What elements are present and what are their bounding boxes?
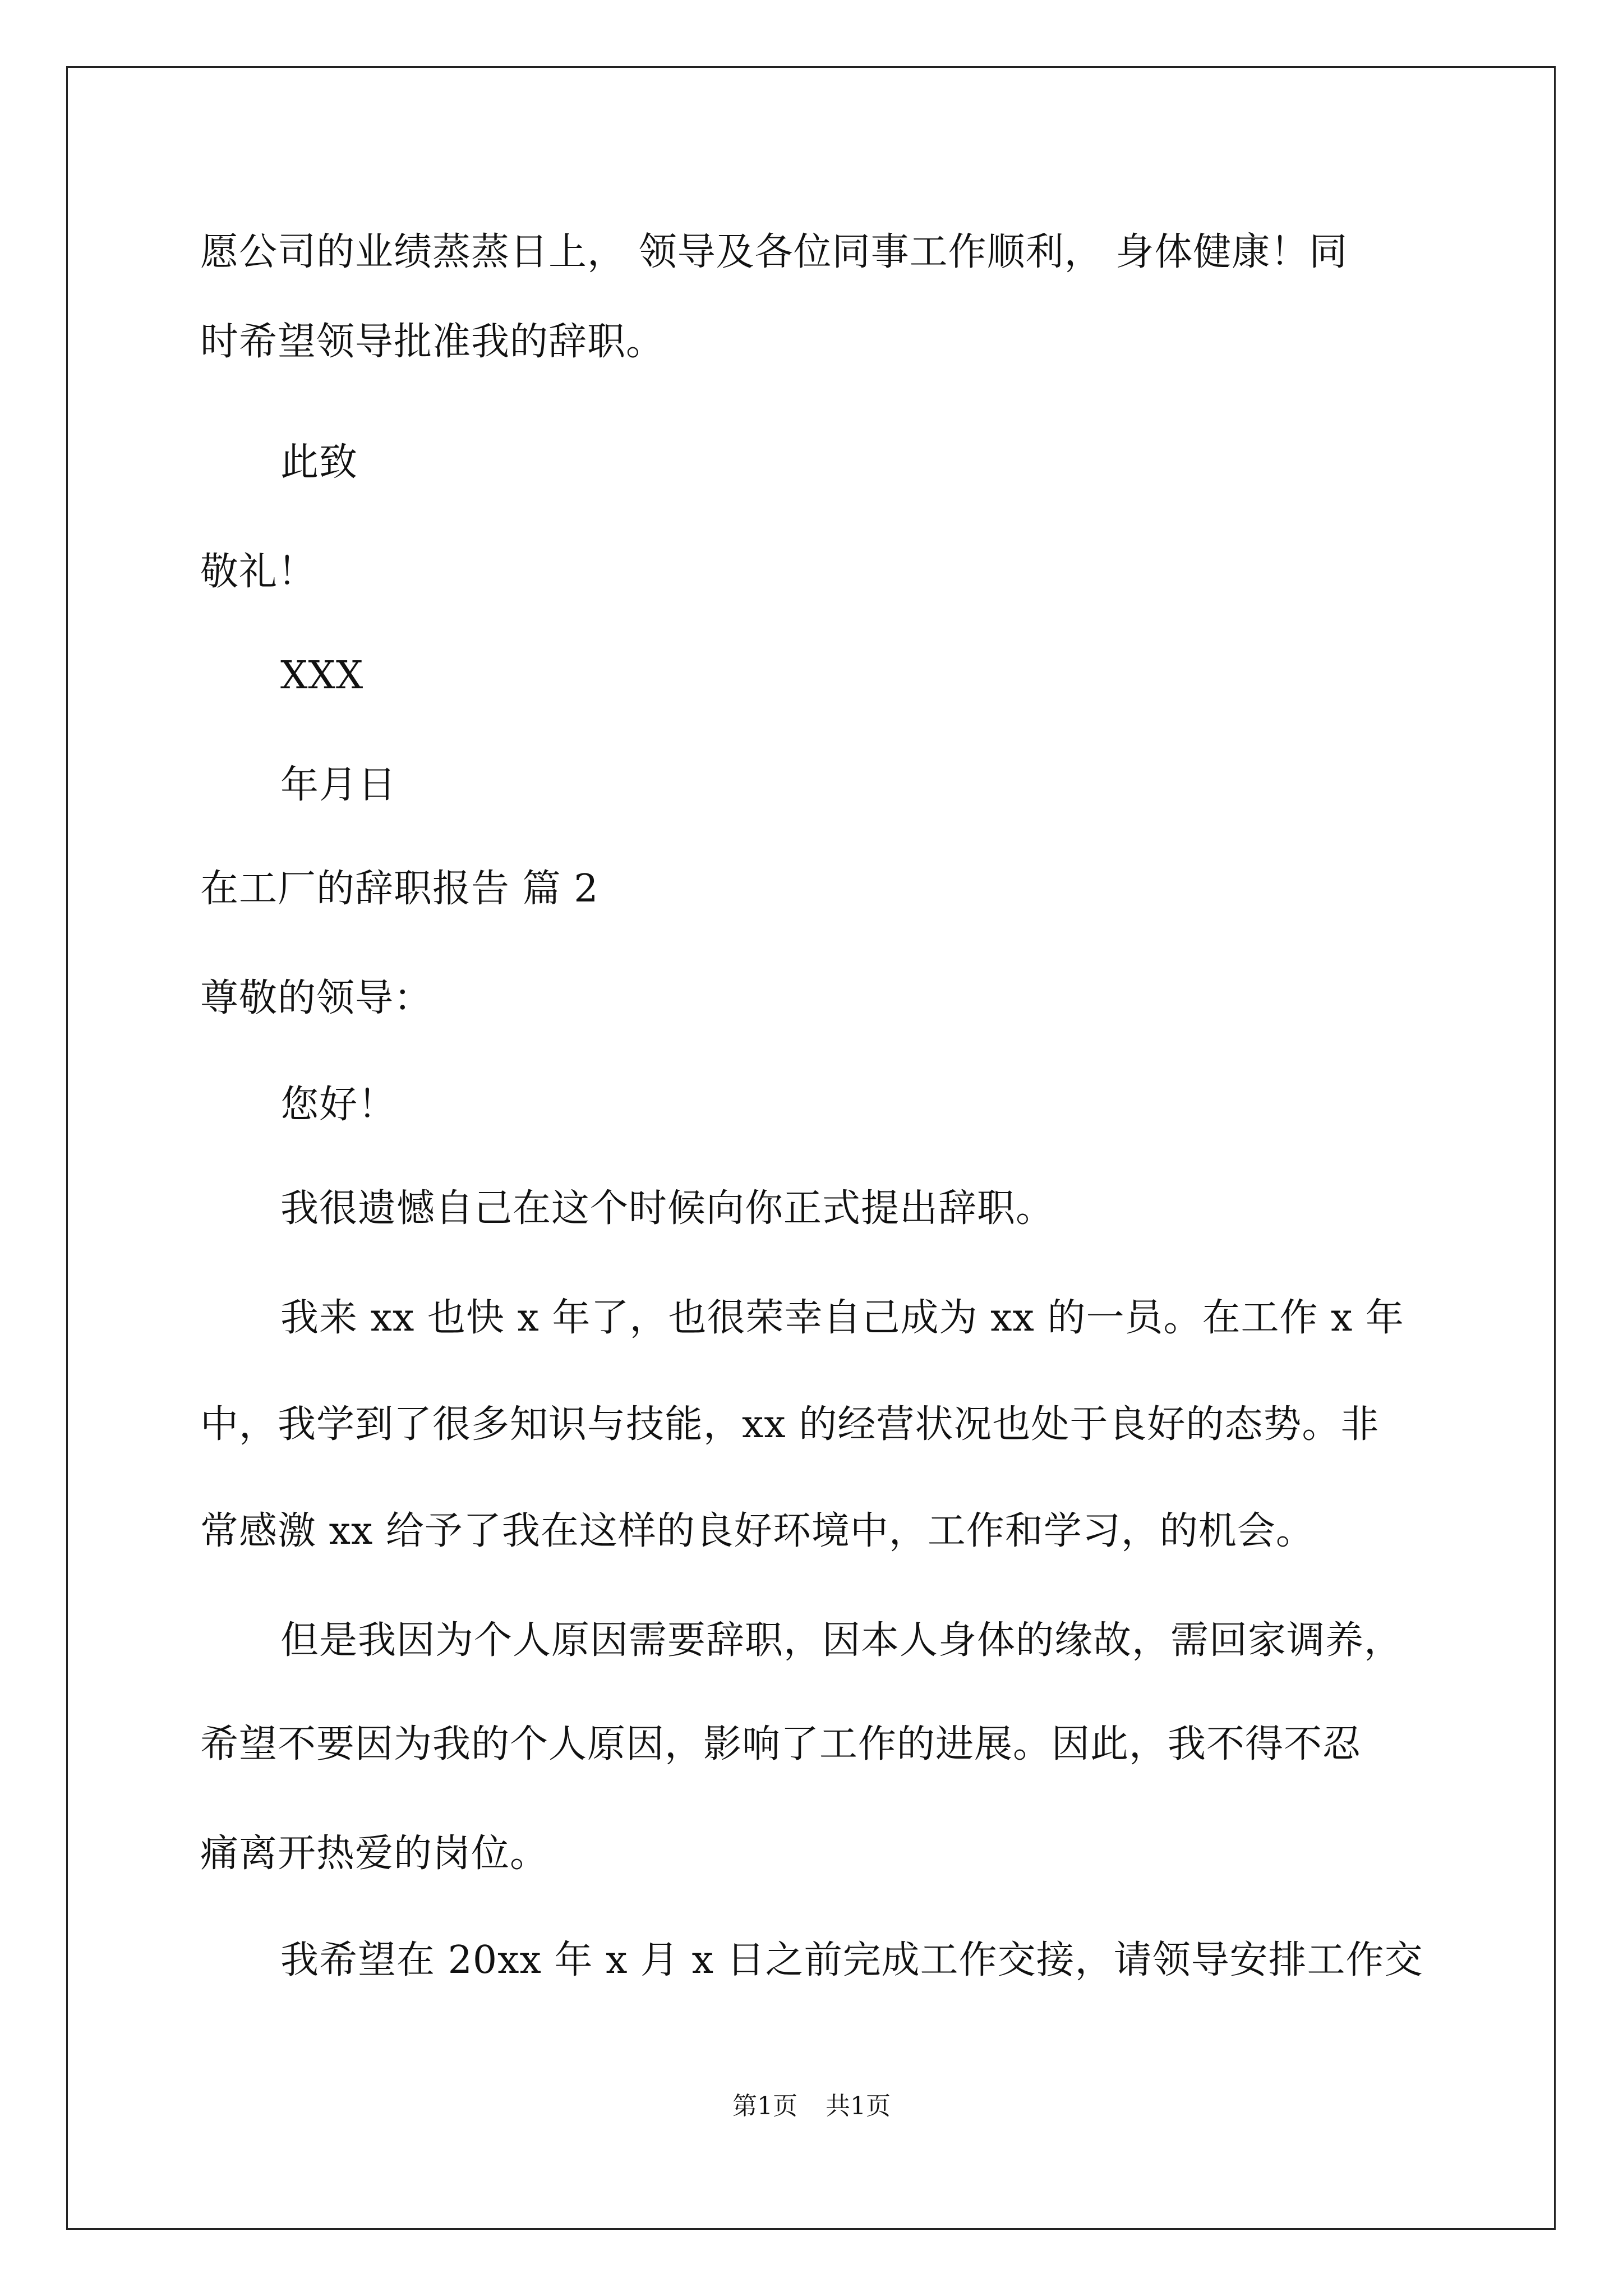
greeting: 您好！ <box>280 1083 397 1127</box>
page-border <box>66 66 1556 2230</box>
salutation-respect: 敬礼！ <box>200 550 317 594</box>
text-line: 时希望领导批准我的辞职。 <box>200 320 665 364</box>
greeting-recipient: 尊敬的领导： <box>200 976 433 1020</box>
section-heading: 在工厂的辞职报告 篇 2 <box>200 867 599 911</box>
text-line: 常感激 xx 给予了我在这样的良好环境中，工作和学习，的机会。 <box>200 1509 1315 1553</box>
page-number-current: 第1页 <box>732 2092 797 2120</box>
page-footer <box>0 2090 1623 2123</box>
text-line: 但是我因为个人原因需要辞职，因本人身体的缘故，需回家调养， <box>280 1618 1403 1663</box>
text-line: 中，我学到了很多知识与技能，xx 的经营状况也处于良好的态势。非 <box>200 1402 1380 1447</box>
text-line: 希望不要因为我的个人原因，影响了工作的进展。因此，我不得不忍 <box>200 1722 1362 1766</box>
salutation-closing: 此致 <box>280 440 358 485</box>
page-number-total: 共1页 <box>826 2092 891 2120</box>
text-line: 痛离开热爱的岗位。 <box>200 1832 549 1876</box>
signature-name: XXX <box>280 654 364 698</box>
text-line: 我希望在 20xx 年 x 月 x 日之前完成工作交接，请领导安排工作交 <box>280 1938 1423 1982</box>
text-line: 愿公司的业绩蒸蒸日上， 领导及各位同事工作顺利， 身体健康！同 <box>200 230 1348 274</box>
text-line: 我很遗憾自己在这个时候向你正式提出辞职。 <box>280 1186 1055 1231</box>
text-line: 我来 xx 也快 x 年了，也很荣幸自己成为 xx 的一员。在工作 x 年 <box>280 1296 1405 1340</box>
signature-date: 年月日 <box>280 763 397 807</box>
